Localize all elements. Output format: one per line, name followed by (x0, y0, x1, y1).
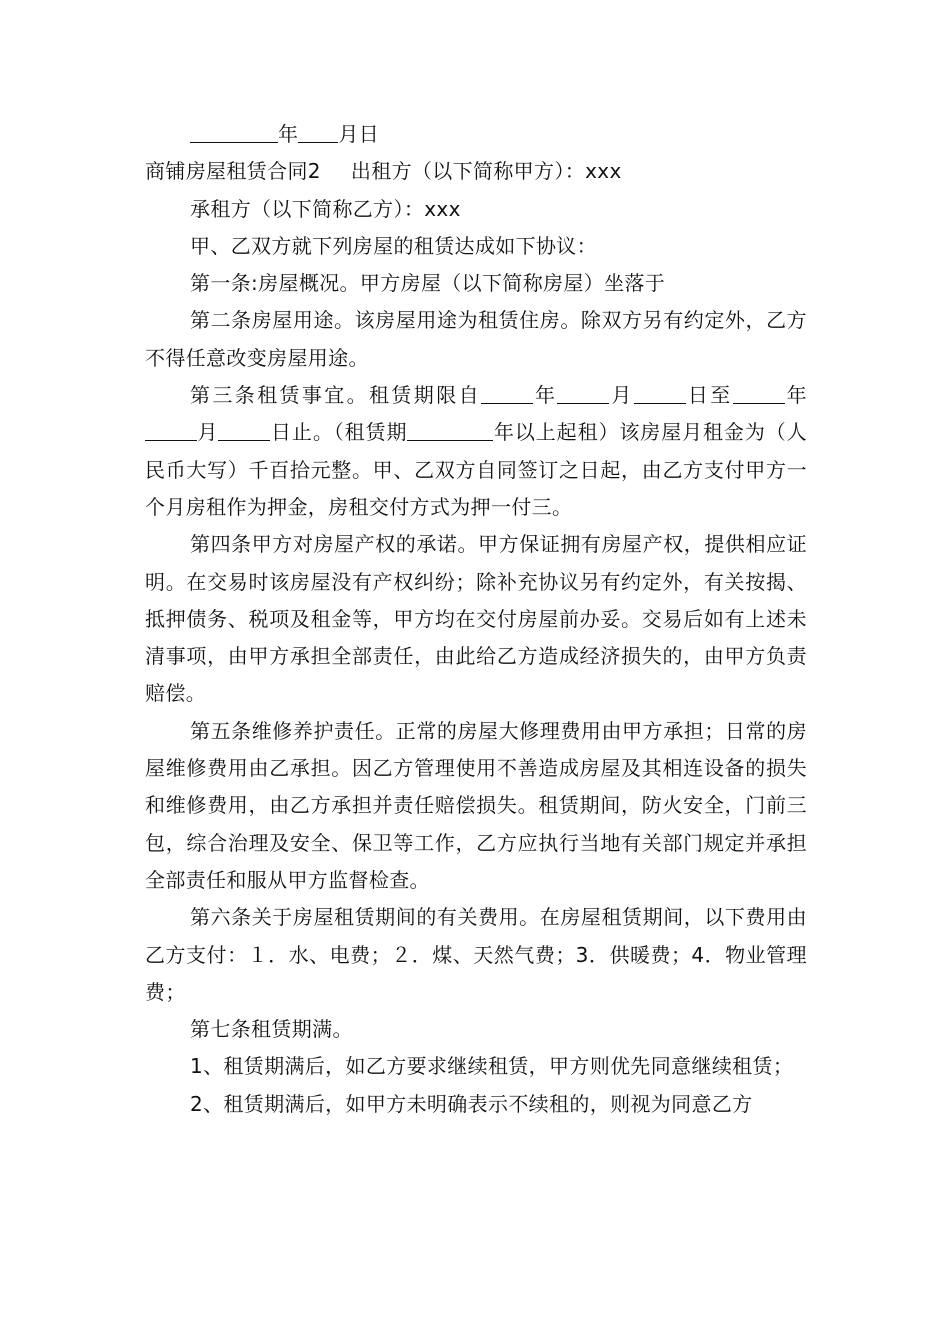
article-2: 第二条房屋用途。该房屋用途为租赁住房。除双方另有约定外，乙方不得任意改变房屋用途。 (145, 308, 807, 370)
blank (634, 381, 686, 404)
art3-rest: 年以上起租）该房屋月租金为（人民币大写）千百拾元整。甲、乙双方自同签订之日起，由乙方支付甲方一个月房租作为押金，房租交付方式为押一付三。 (145, 420, 808, 519)
contract-title: 商铺房屋租赁合同2 (145, 159, 321, 184)
title-line (145, 153, 807, 190)
blank (218, 418, 270, 441)
intro-paragraph: 甲、乙双方就下列房屋的租赁达成如下协议： (190, 233, 597, 258)
art3-month: 月 (609, 383, 634, 408)
month-day-label: 月日 (338, 122, 380, 146)
year-label: 年 (278, 122, 299, 146)
blank (557, 381, 609, 404)
art3-text: 第三条租赁事宜。租赁期限自 (190, 383, 481, 408)
blank (407, 418, 493, 441)
blank (298, 120, 338, 143)
party-a: 出租方（以下简称甲方）：xxx (350, 159, 622, 184)
article-7-item-1: 1、租赁期满后，如乙方要求继续租赁，甲方则优先同意继续租赁； (190, 1054, 794, 1079)
article-4: 第四条甲方对房屋产权的承诺。甲方保证拥有房屋产权，提供相应证明。在交易时该房屋没有产权纠纷；除补充协议另有约定外，有关按揭、抵押债务、税项及租金等，甲方均在交付房屋前办妥。交易后如有上述未清事项，由甲方承担全部责任，由此给乙方造成经济损失的，由甲方负责赔偿。 (145, 532, 807, 706)
blank (190, 120, 278, 143)
art3-day-to: 日至 (685, 383, 733, 408)
document-body (145, 116, 807, 1123)
art3-end: 日止。（租赁期 (270, 420, 408, 445)
article-6: 第六条关于房屋租赁期间的有关费用。在房屋租赁期间，以下费用由乙方支付：１．水、电费；２．煤、天然气费；3．供暖费；4．物业管理费； (145, 905, 807, 1004)
date-line (145, 116, 807, 153)
art3-month2: 月 (197, 420, 219, 445)
article-7-item-2: 2、租赁期满后，如甲方未明确表示不续租的，则视为同意乙方 (190, 1091, 753, 1116)
article-1: 第一条:房屋概况。甲方房屋（以下简称房屋）坐落于 (190, 271, 666, 296)
art3-year2: 年 (784, 383, 807, 408)
party-b: 承租方（以下简称乙方）：xxx (190, 196, 461, 221)
art3-year: 年 (532, 383, 558, 408)
article-5: 第五条维修养护责任。正常的房屋大修理费用由甲方承担；日常的房屋维修费用由乙承担。因乙方管理使用不善造成房屋及其相连设备的损失和维修费用，由乙方承担并责任赔偿损失。租赁期间，防火安全，门前三包，综合治理及安全、保卫等工作，乙方应执行当地有关部门规定并承担全部责任和服从甲方监督检查。 (145, 718, 807, 892)
blank (145, 418, 197, 441)
article-7: 第七条租赁期满。 (190, 1017, 353, 1042)
article-3 (145, 377, 807, 526)
blank (481, 381, 533, 404)
blank (733, 381, 785, 404)
